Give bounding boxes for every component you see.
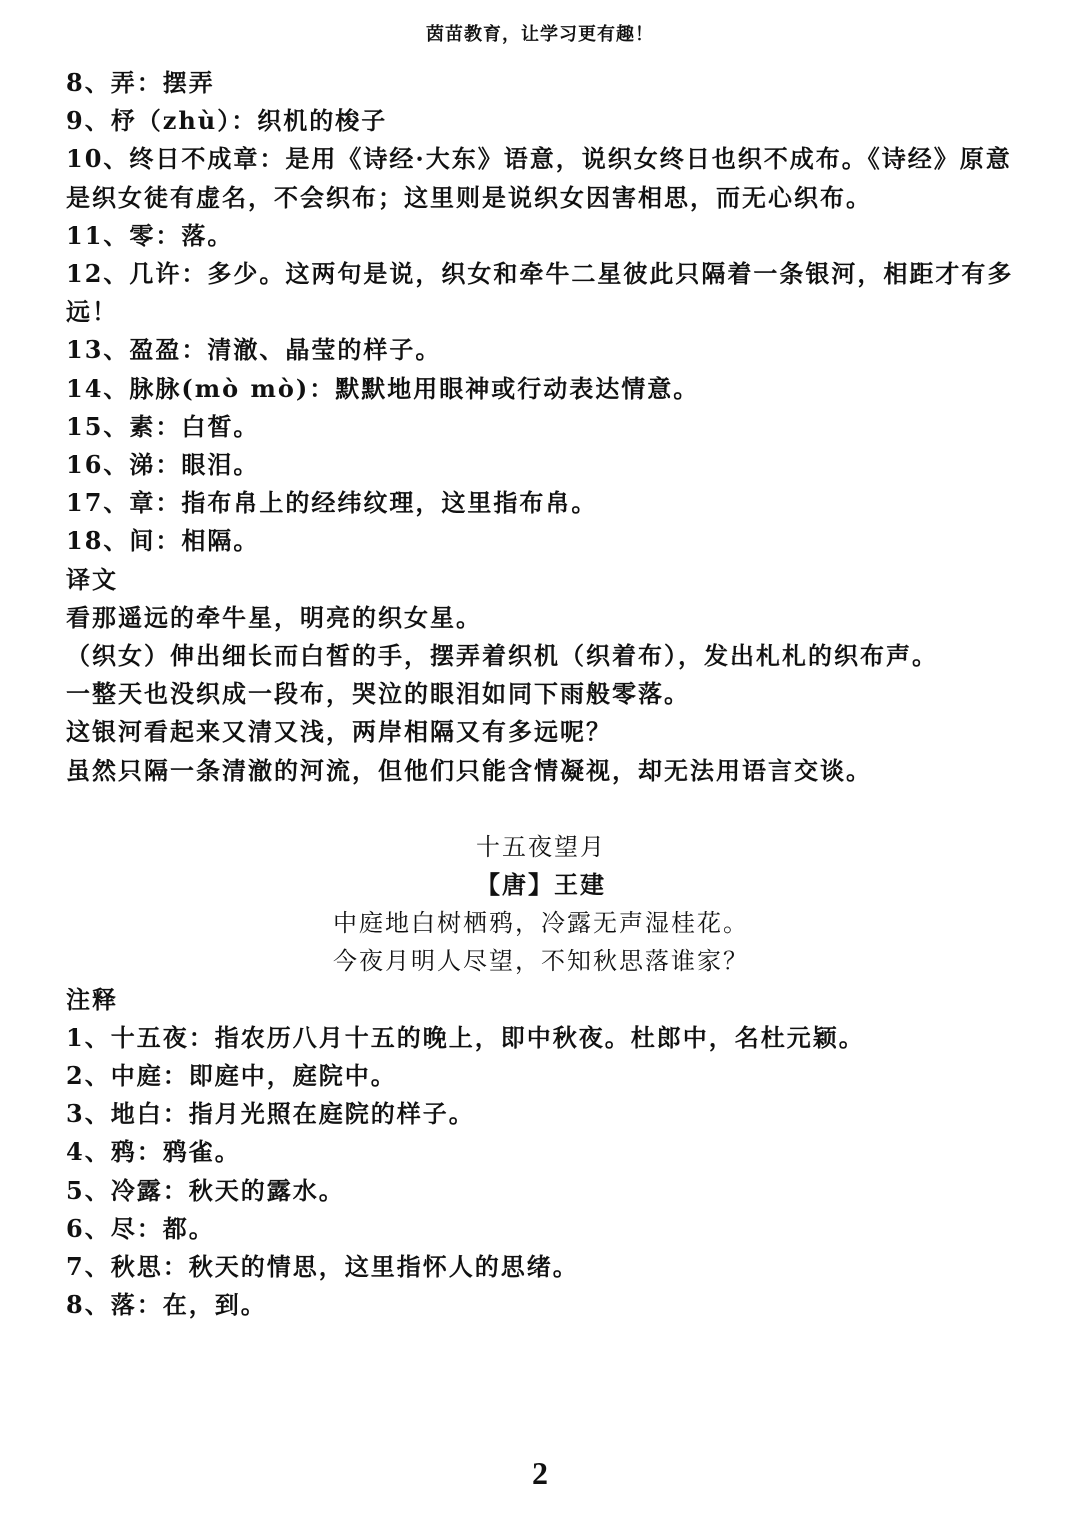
translation-line: 这银河看起来又清又浅，两岸相隔又有多远呢？ bbox=[66, 717, 612, 747]
note-item: 16、涕：眼泪。 bbox=[66, 450, 260, 480]
translation-list bbox=[66, 599, 1016, 790]
note-item: 17、章：指布帛上的经纬纹理，这里指布帛。 bbox=[66, 488, 598, 518]
translation-line: 一整天也没织成一段布，哭泣的眼泪如同下雨般零落。 bbox=[66, 679, 690, 709]
notes-list-2 bbox=[66, 1019, 1016, 1325]
note-item: 7、秋思：秋天的情思，这里指怀人的思绪。 bbox=[66, 1252, 579, 1282]
page-number: 2 bbox=[532, 1455, 548, 1491]
note-item: 8、落：在，到。 bbox=[66, 1290, 267, 1320]
notes-heading: 注释 bbox=[66, 984, 118, 1014]
poem-author: 【唐】王建 bbox=[476, 870, 606, 900]
note-item: 6、尽：都。 bbox=[66, 1213, 215, 1243]
translation-line: （织女）伸出细长而白皙的手，摆弄着织机（织着布），发出札札的织布声。 bbox=[66, 641, 938, 671]
page-header: 茵苗教育，让学习更有趣！ bbox=[426, 24, 654, 45]
poem-line: 中庭地白树栖鸦，冷露无声湿桂花。 bbox=[333, 909, 749, 938]
note-item: 15、素：白皙。 bbox=[66, 411, 260, 441]
note-item: 4、鸦：鸦雀。 bbox=[66, 1137, 241, 1167]
note-item: 14、脉脉(mò mò)：默默地用眼神或行动表达情意。 bbox=[66, 373, 700, 403]
translation-line: 虽然只隔一条清澈的河流，但他们只能含情凝视，却无法用语言交谈。 bbox=[66, 755, 872, 785]
note-item: 10、终日不成章：是用《诗经·大东》语意，说织女终日也织不成布。《诗经》原意是织女徒有虚名，不会织布；这里则是说织女因害相思，而无心织布。 bbox=[66, 144, 1012, 212]
note-item: 1、十五夜：指农历八月十五的晚上，即中秋夜。杜郎中，名杜元颖。 bbox=[66, 1022, 865, 1052]
note-item: 3、地白：指月光照在庭院的样子。 bbox=[66, 1099, 475, 1129]
note-item: 2、中庭：即庭中，庭院中。 bbox=[66, 1061, 397, 1091]
poem-block bbox=[66, 828, 1016, 981]
note-item: 12、几许：多少。这两句是说，织女和牵牛二星彼此只隔着一条银河，相距才有多远！ bbox=[66, 259, 1014, 327]
translation-line: 看那遥远的牵牛星，明亮的织女星。 bbox=[66, 602, 482, 632]
note-item: 11、零：落。 bbox=[66, 220, 234, 250]
document-body bbox=[66, 64, 1016, 1325]
notes-list-1 bbox=[66, 64, 1016, 561]
note-item: 13、盈盈：清澈、晶莹的样子。 bbox=[66, 335, 442, 365]
poem-title: 十五夜望月 bbox=[476, 832, 606, 861]
note-item: 8、弄：摆弄 bbox=[66, 68, 215, 97]
poem-line: 今夜月明人尽望，不知秋思落谁家？ bbox=[333, 947, 749, 976]
note-item: 18、间：相隔。 bbox=[66, 526, 260, 556]
translation-heading: 译文 bbox=[66, 564, 118, 594]
note-item: 9、杼（zhù）：织机的梭子 bbox=[66, 106, 388, 136]
note-item: 5、冷露：秋天的露水。 bbox=[66, 1175, 345, 1205]
